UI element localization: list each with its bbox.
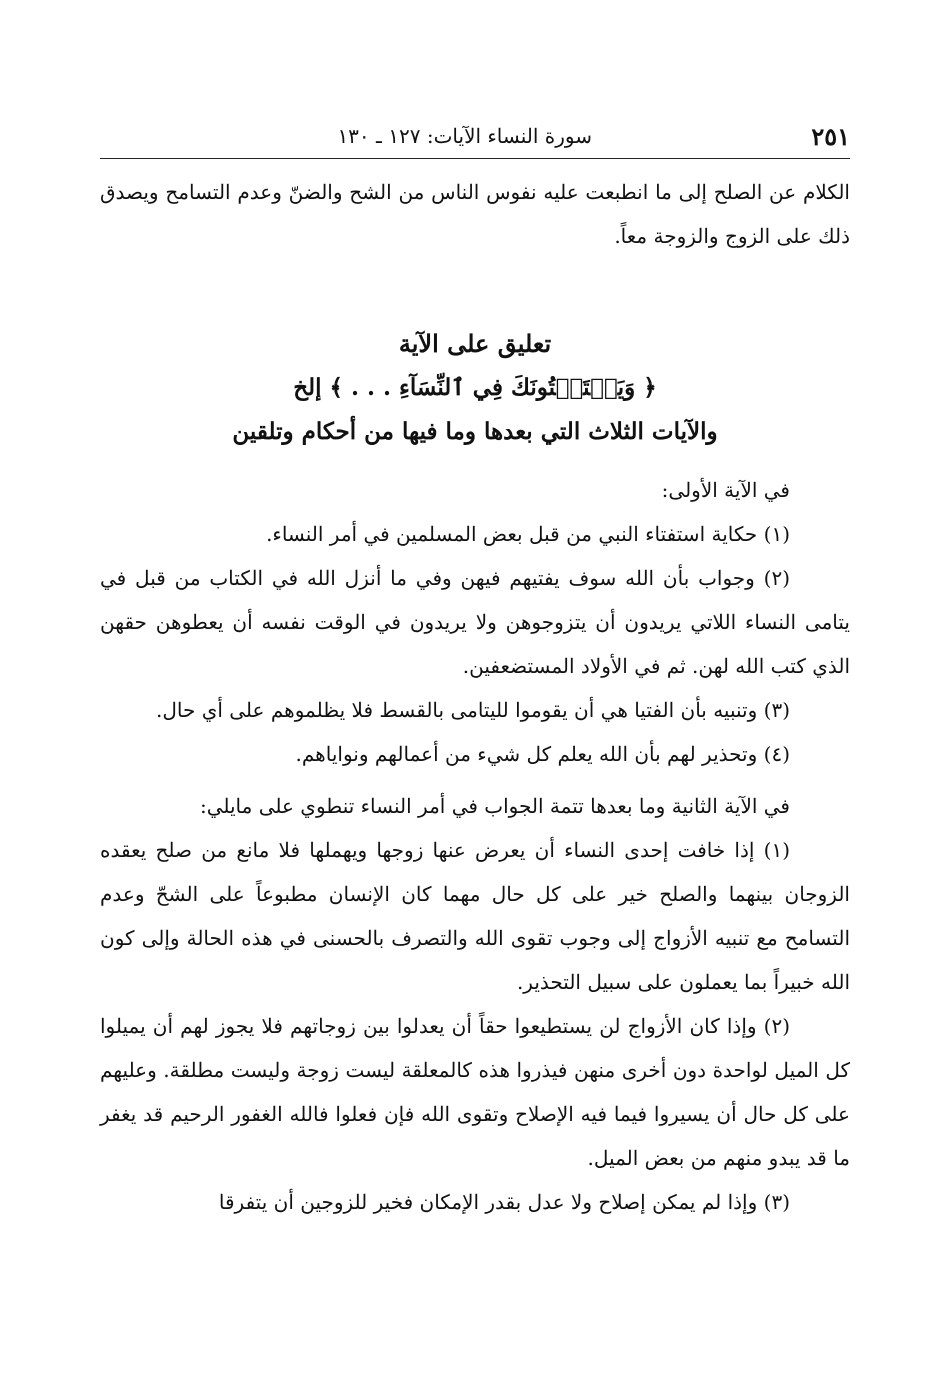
second-verse-point: (٢) وإذا كان الأزواج لن يستطيعوا حقاً أن يعدلوا بين زوجاتهم فلا يجوز لهم أن يميلوا كل الميل لواحدة دون أخرى منهن فيذروا هذه كالمعلقة ليست زوجة وليست مطلقة. وعليهم على كل حال أن يسيروا فيما فيه الإصلاح وتقوى الله فإن فعلوا فالله الغفور الرحيم قد يغفر ما قد يبدو منهم من بعض الميل. [100,1014,850,1170]
first-verse-point: (٢) وجواب بأن الله سوف يفتيهم فيهن وفي ما أنزل الله في الكتاب من قبل في يتامى النساء اللاتي يريدون أن يتزوجوهن ولا يريدون في الوقت نفسه أن يعطوهن حقهن الذي كتب الله لهن. ثم في الأولاد المستضعفين. [100,566,850,678]
running-title: سورة النساء الآيات: ١٢٧ ـ ١٣٠ [337,124,592,148]
first-verse-point: (٣) وتنبيه بأن الفتيا هي أن يقوموا لليتامى بالقسط فلا يظلموهم على أي حال. [155,698,790,722]
section-heading [100,322,850,454]
heading-subtitle: والآيات الثلاث التي بعدها وما فيها من أحكام وتلقين [232,418,718,445]
page-number: ٢٥١ [811,122,850,151]
second-verse-point: (١) إذا خافت إحدى النساء أن يعرض عنها زوجها ويهملها فلا مانع من صلح يعقده الزوجان بينهما والصلح خير على كل حال مهما كان الإنسان مطبوعاً على الشحّ وعدم التسامح مع تنبيه الأزواج إلى وجوب تقوى الله والتصرف بالحسنى في هذه الحالة وإلى كون الله خبيراً بما يعملون على سبيل التحذير. [100,838,850,994]
first-verse-point: (١) حكاية استفتاء النبي من قبل بعض المسلمين في أمر النساء. [266,522,790,546]
second-verse-point: (٣) وإذا لم يمكن إصلاح ولا عدل بقدر الإمكان فخير للزوجين أن يتفرقا [218,1190,790,1214]
first-verse-intro: في الآية الأولى: [661,478,790,502]
heading-verse: ﴿ وَيَسۡتَفۡتُونَكَ فِي ٱلنِّسَآءِ . . . ﴾ إلخ [293,374,657,401]
intro-paragraph: الكلام عن الصلح إلى ما انطبعت عليه نفوس الناس من الشح والضنّ وعدم التسامح ويصدق ذلك على الزوج والزوجة معاً. [100,180,850,248]
page-body [100,170,850,1224]
page-header [100,118,850,159]
second-verse-intro: في الآية الثانية وما بعدها تتمة الجواب في أمر النساء تنطوي على مايلي: [199,794,790,818]
first-verse-point: (٤) وتحذير لهم بأن الله يعلم كل شيء من أعمالهم ونواياهم. [295,742,790,766]
heading-title: تعليق على الآية [398,329,552,358]
